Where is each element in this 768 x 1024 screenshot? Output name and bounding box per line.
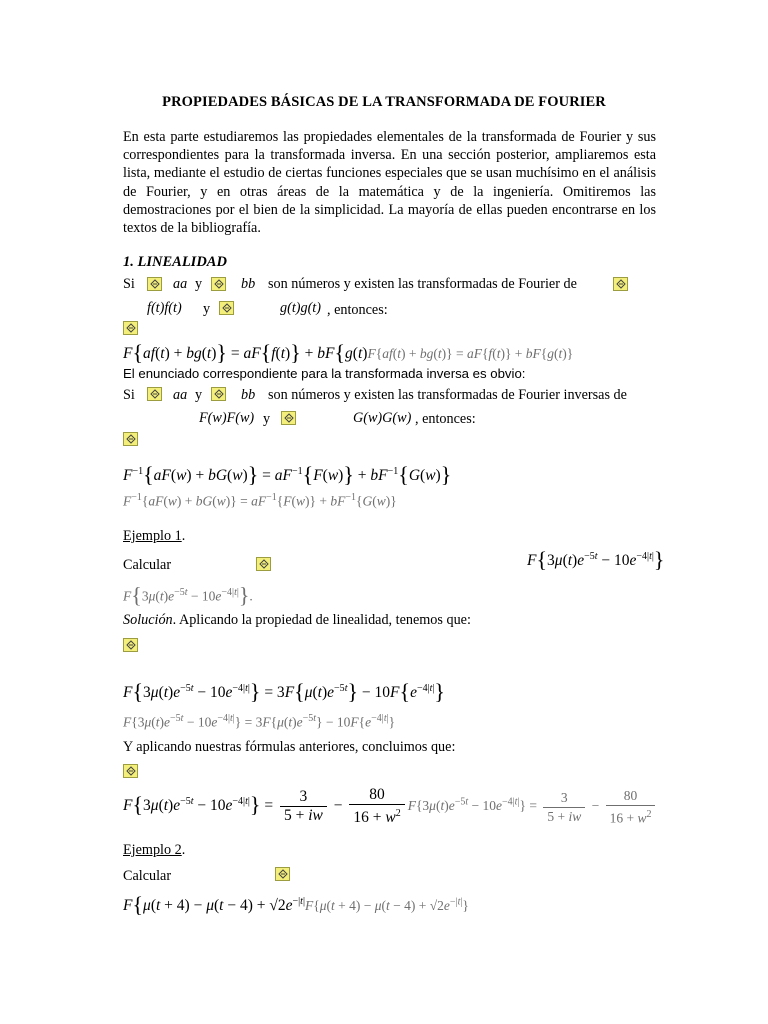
y-text-3: y (195, 387, 203, 403)
calcular-label-2: Calcular (123, 868, 172, 884)
equation-object-icon[interactable] (211, 277, 226, 291)
si-label-2: Si (123, 387, 135, 403)
G-of-w: G(w)G(w) (353, 410, 412, 426)
inverse-line-text: son números y existen las transformadas de Fourier inversas de (268, 387, 627, 403)
ejemplo-2-heading: Ejemplo 2. (123, 842, 186, 858)
inverse-linearity-equation-ghost: $F^{-1}\{aF(w) + bG(w)\} = aF^{-1}\{F(w)\} + bF^{-1}\{G(w)\}$ (123, 492, 397, 509)
ejemplo-1-expression: $F\{3\mu(t)e^{-5t} - 10e^{-4|t|}\}$ (527, 547, 665, 573)
ejemplo-1-linearity-step: $F\{3\mu(t)e^{-5t} - 10e^{-4|t|}\} = 3F\{\mu(t)e^{-5t}\} - 10F\{e^{-4|t|}\}$ (123, 679, 445, 705)
a-symbol-2: aa (173, 387, 188, 403)
ejemplo-1-result: $F\{3\mu(t)e^{-5t} - 10e^{-4|t|}\}$ = $\frac{3}{5 + iw}$ − $\frac{80}{16 + w^2}$ $F\{3\mu(t)e^{-5t} - 10e^{-4|t|}\}$ = $\frac{3}{5 + iw}$ − $\frac{80}{16 + w^2}$ (123, 786, 658, 827)
intro-paragraph: En esta parte estudiaremos las propiedades elementales de la transformada de Fourier y sus correspondientes para la transformada inversa. En una sección posterior, ampliaremos esta lista, mediante el estudio de ciertas funciones especiales que se usan muchísimo en el análisis de Fourier, y en otras áreas de la matemática y de la ingeniería. Omitiremos las demostraciones por el bien de la simplicidad. La mayoría de ellas pueden encontrarse en los textos de la bibliografía. (123, 129, 656, 237)
equation-object-icon[interactable] (123, 638, 138, 652)
y-text-2: y (203, 301, 211, 317)
section-heading-linealidad: 1. LINEALIDAD (123, 254, 227, 270)
inverse-linearity-equation: $F^{-1}\{aF(w) + bG(w)\} = aF^{-1}\{F(w)\} + bF^{-1}\{G(w)\}$ (123, 462, 452, 488)
equation-object-icon[interactable] (219, 301, 234, 315)
entonces-text-2: , entonces: (415, 411, 476, 427)
equation-object-icon[interactable] (147, 277, 162, 291)
linealidad-line1-text: son números y existen las transformadas de Fourier de (268, 276, 577, 292)
b-symbol: bb (241, 276, 256, 292)
b-symbol-2: bb (241, 387, 256, 403)
equation-object-icon[interactable] (281, 411, 296, 425)
y-text-4: y (263, 411, 271, 427)
equation-object-icon[interactable] (256, 557, 271, 571)
ejemplo-1-expression-ghost: $F\{3\mu(t)e^{-5t} - 10e^{-4|t|}\}$. (123, 582, 253, 608)
equation-object-icon[interactable] (275, 867, 290, 881)
conclusion-text: Y aplicando nuestras fórmulas anteriores, concluimos que: (123, 739, 456, 755)
page-title: PROPIEDADES BÁSICAS DE LA TRANSFORMADA DE FOURIER (162, 94, 606, 110)
a-symbol: aa (173, 276, 188, 292)
equation-object-icon[interactable] (123, 321, 138, 335)
si-label: Si (123, 276, 135, 292)
equation-object-icon[interactable] (123, 432, 138, 446)
g-of-t: g(t)g(t) (280, 300, 321, 316)
solucion-line: Solución. Aplicando la propiedad de linealidad, tenemos que: (123, 612, 471, 628)
ejemplo-2-expression: $F\{\mu(t + 4) - \mu(t - 4) + √2e^{-|t|}F\{\mu(t + 4) - \mu(t - 4) + √2e^{-|t|}\}$ (123, 892, 469, 918)
equation-object-icon[interactable] (613, 277, 628, 291)
equation-object-icon[interactable] (123, 764, 138, 778)
equation-object-icon[interactable] (147, 387, 162, 401)
F-of-w: F(w)F(w) (199, 410, 255, 426)
ejemplo-1-heading: Ejemplo 1. (123, 528, 186, 544)
ejemplo-1-linearity-step-ghost: $F\{3\mu(t)e^{-5t} - 10e^{-4|t|}\} = 3F\{\mu(t)e^{-5t}\} - 10F\{e^{-4|t|}\}$ (123, 713, 396, 730)
equation-object-icon[interactable] (211, 387, 226, 401)
entonces-text: , entonces: (327, 302, 388, 318)
inverse-intro-text: El enunciado correspondiente para la transformada inversa es obvio: (123, 366, 526, 381)
linearity-equation: F{af(t) + bg(t)} = aF{f(t)} + bF{g(t)F{af(t) + bg(t)} = aF{f(t)} + bF{g(t)} (123, 340, 574, 365)
calcular-label-1: Calcular (123, 557, 172, 573)
f-of-t: f(t)f(t) (147, 300, 182, 316)
y-text: y (195, 276, 203, 292)
